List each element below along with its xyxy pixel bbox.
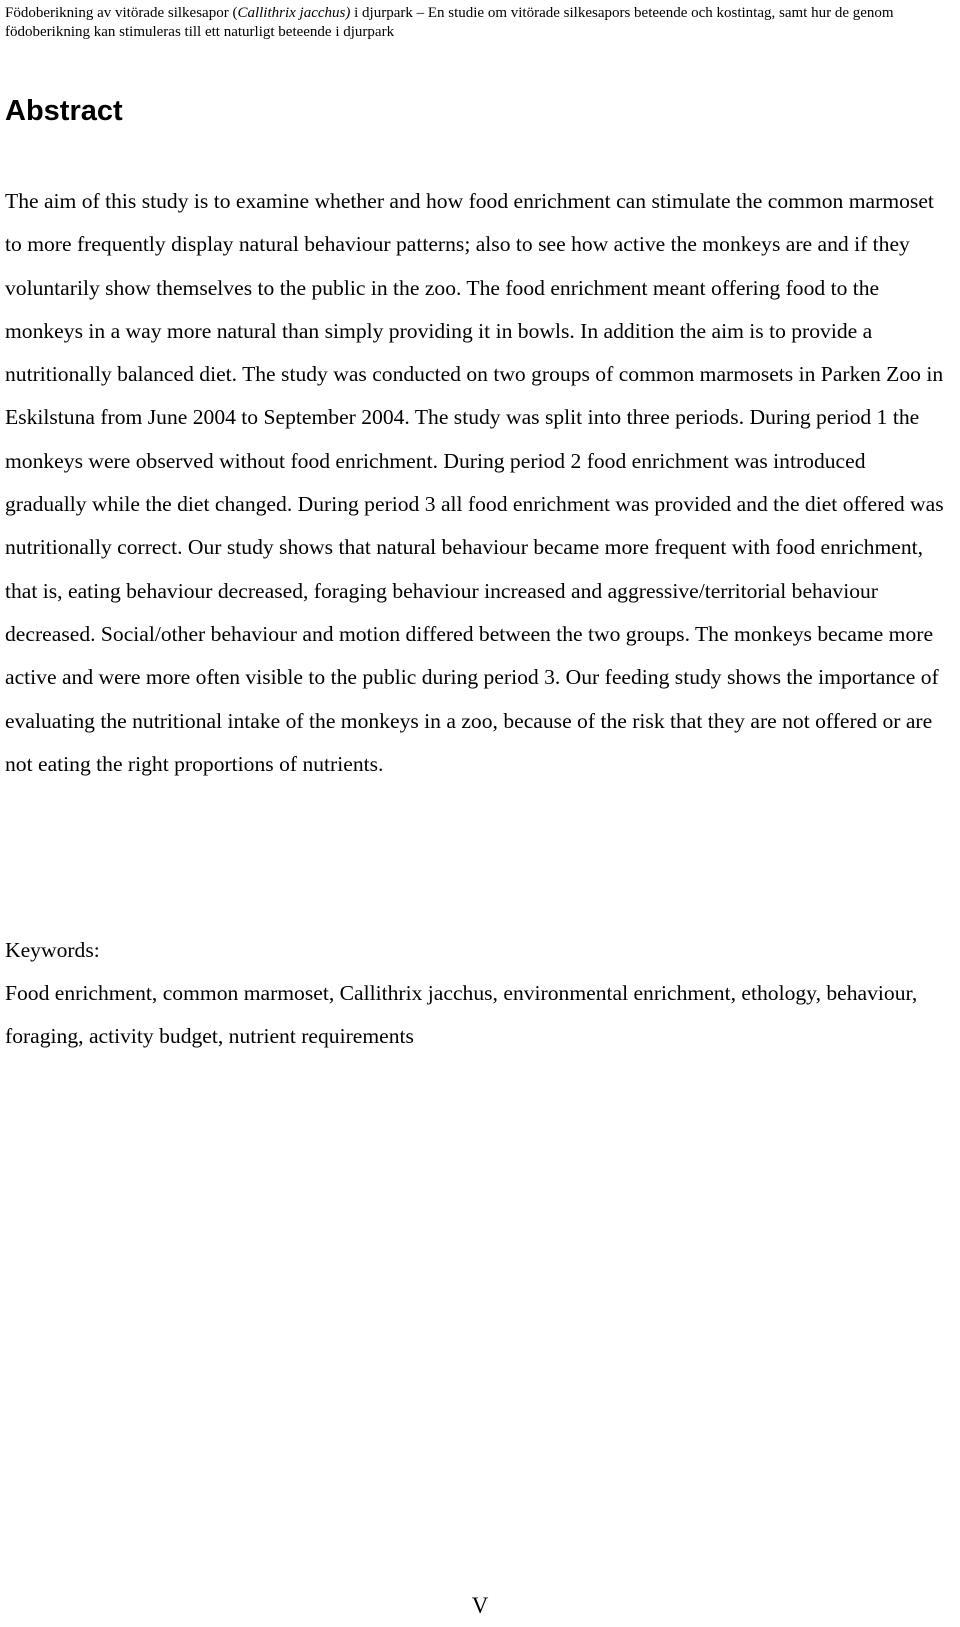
section-title: Abstract bbox=[5, 95, 123, 127]
running-header-text-end: i djurpark – En studie om vitörade silkesapors beteende och kostintag, samt hur de genom födoberikning kan stimuleras till ett naturligt beteende i djurpark bbox=[5, 5, 894, 40]
running-header-species-italic: Callithrix jacchus) bbox=[237, 5, 351, 21]
keywords-heading: Keywords: bbox=[5, 938, 100, 962]
keywords-list: Food enrichment, common marmoset, Callithrix jacchus, environmental enrichment, ethology, behaviour, foraging, activity budget, nutrient requirements bbox=[5, 981, 918, 1048]
page-number: V bbox=[471, 1593, 489, 1618]
running-header-text-start: Födoberikning av vitörade silkesapor ( bbox=[5, 5, 238, 21]
abstract-paragraph: The aim of this study is to examine whether and how food enrichment can stimulate the common marmoset to more frequently display natural behaviour patterns; also to see how active the monkeys are and if they voluntarily show themselves to the public in the zoo. The food enrichment meant offering food to the monkeys in a way more natural than simply providing it in bowls. In addition the aim is to provide a nutritionally balanced diet. The study was conducted on two groups of common marmosets in Parken Zoo in Eskilstuna from June 2004 to September 2004. The study was split into three periods. During period 1 the monkeys were observed without food enrichment. During period 2 food enrichment was introduced gradually while the diet changed. During period 3 all food enrichment was provided and the diet offered was nutritionally correct. Our study shows that natural behaviour became more frequent with food enrichment, that is, eating behaviour decreased, foraging behaviour increased and aggressive/territorial behaviour decreased. Social/other behaviour and motion differed between the two groups. The monkeys became more active and were more often visible to the public during period 3. Our feeding study shows the importance of evaluating the nutritional intake of the monkeys in a zoo, because of the risk that they are not offered or are not eating the right proportions of nutrients. bbox=[5, 189, 944, 776]
running-header bbox=[5, 4, 945, 42]
